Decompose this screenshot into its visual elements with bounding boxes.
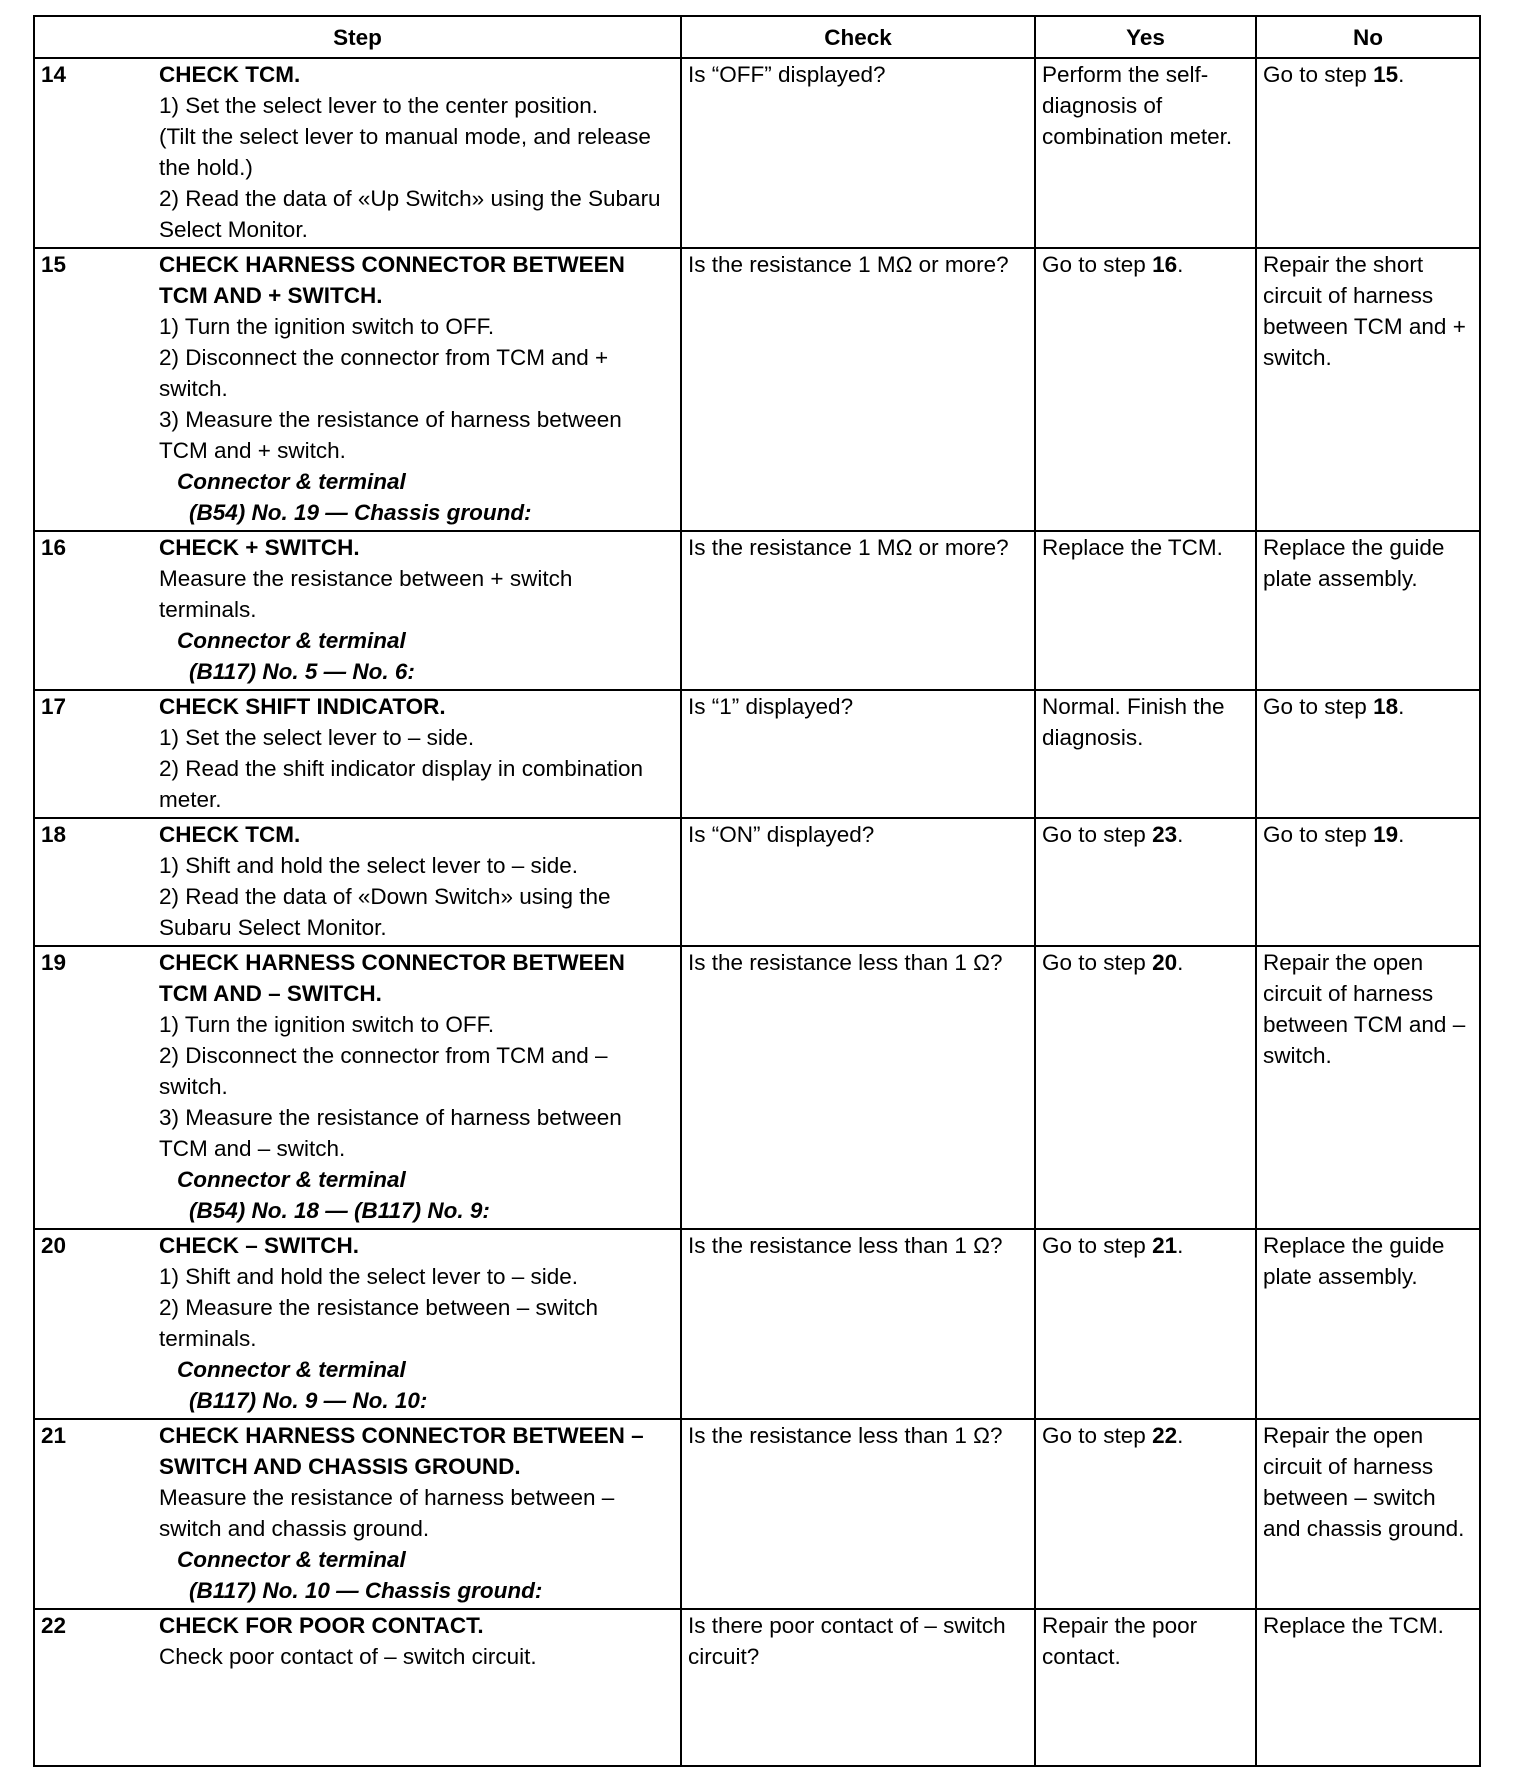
yes-cell bbox=[1035, 1419, 1256, 1609]
step-number: 22 bbox=[41, 1613, 67, 1638]
step-title: CHECK TCM. bbox=[159, 62, 301, 87]
no-suffix: . bbox=[1398, 822, 1405, 847]
yes-cell bbox=[1035, 690, 1256, 818]
step-instruction: 1) Shift and hold the select lever to – side. bbox=[159, 1264, 578, 1289]
table-row bbox=[34, 946, 1480, 1229]
no-step-number: 19 bbox=[1373, 822, 1399, 847]
header-check: Check bbox=[681, 16, 1035, 58]
yes-prefix: Go to step bbox=[1042, 1233, 1153, 1258]
yes-suffix: . bbox=[1177, 1233, 1184, 1258]
step-instruction: Measure the resistance between + switch terminals. bbox=[159, 566, 573, 622]
step-wrapper bbox=[41, 249, 676, 528]
step-wrapper bbox=[41, 1610, 676, 1672]
step-wrapper bbox=[41, 59, 676, 245]
step-body bbox=[159, 249, 676, 528]
yes-step-number: 16 bbox=[1152, 252, 1178, 277]
step-body bbox=[159, 691, 676, 815]
step-instruction: 2) Measure the resistance between – switch terminals. bbox=[159, 1295, 598, 1351]
table-row bbox=[34, 1419, 1480, 1609]
header-row bbox=[34, 16, 1480, 58]
table-row bbox=[34, 690, 1480, 818]
step-number: 20 bbox=[41, 1233, 67, 1258]
step-instruction: 2) Read the data of «Up Switch» using the Subaru Select Monitor. bbox=[159, 186, 661, 242]
no-prefix: Go to step bbox=[1263, 822, 1374, 847]
connector-terminal: (B117) No. 5 — No. 6: bbox=[189, 659, 415, 684]
step-body bbox=[159, 1230, 676, 1416]
step-cell bbox=[34, 1419, 681, 1609]
check-cell: Is the resistance less than 1 Ω? bbox=[681, 1419, 1035, 1609]
step-instruction: 3) Measure the resistance of harness between TCM and + switch. bbox=[159, 407, 622, 463]
step-wrapper bbox=[41, 819, 676, 943]
check-cell: Is the resistance 1 MΩ or more? bbox=[681, 248, 1035, 531]
yes-prefix: Go to step bbox=[1042, 1423, 1153, 1448]
connector-terminal: (B54) No. 18 — (B117) No. 9: bbox=[189, 1198, 490, 1223]
step-wrapper bbox=[41, 1420, 676, 1606]
no-cell bbox=[1256, 248, 1480, 531]
connector-label: Connector & terminal bbox=[177, 628, 406, 653]
step-title: CHECK HARNESS CONNECTOR BETWEEN TCM AND – SWITCH. bbox=[159, 950, 625, 1006]
yes-cell bbox=[1035, 248, 1256, 531]
yes-cell bbox=[1035, 946, 1256, 1229]
step-cell bbox=[34, 1609, 681, 1766]
check-cell: Is the resistance less than 1 Ω? bbox=[681, 1229, 1035, 1419]
yes-text: Perform the self-diagnosis of combination meter. bbox=[1042, 62, 1233, 149]
table-body bbox=[34, 58, 1480, 1766]
step-wrapper bbox=[41, 691, 676, 815]
step-instruction: 1) Set the select lever to – side. bbox=[159, 725, 475, 750]
yes-suffix: . bbox=[1177, 252, 1184, 277]
step-instruction: 3) Measure the resistance of harness between TCM and – switch. bbox=[159, 1105, 622, 1161]
step-instruction: Check poor contact of – switch circuit. bbox=[159, 1644, 537, 1669]
no-cell bbox=[1256, 690, 1480, 818]
step-body bbox=[159, 532, 676, 687]
no-cell bbox=[1256, 58, 1480, 248]
step-number: 16 bbox=[41, 535, 67, 560]
table-row bbox=[34, 1229, 1480, 1419]
yes-prefix: Go to step bbox=[1042, 252, 1153, 277]
check-cell: Is there poor contact of – switch circuit? bbox=[681, 1609, 1035, 1766]
step-cell bbox=[34, 1229, 681, 1419]
step-instruction: Measure the resistance of harness between – switch and chassis ground. bbox=[159, 1485, 615, 1541]
step-instruction: 2) Read the shift indicator display in combination meter. bbox=[159, 756, 644, 812]
header-no: No bbox=[1256, 16, 1480, 58]
step-number: 17 bbox=[41, 694, 67, 719]
yes-text: Repair the poor contact. bbox=[1042, 1613, 1198, 1669]
no-text: Repair the short circuit of harness between TCM and + switch. bbox=[1263, 252, 1466, 370]
step-body bbox=[159, 819, 676, 943]
step-title: CHECK HARNESS CONNECTOR BETWEEN TCM AND + SWITCH. bbox=[159, 252, 625, 308]
step-cell bbox=[34, 818, 681, 946]
yes-text: Normal. Finish the diagnosis. bbox=[1042, 694, 1225, 750]
step-body bbox=[159, 1420, 676, 1606]
no-cell bbox=[1256, 1609, 1480, 1766]
step-number: 14 bbox=[41, 62, 67, 87]
yes-cell bbox=[1035, 58, 1256, 248]
diagnostic-table bbox=[33, 15, 1481, 1767]
yes-step-number: 22 bbox=[1152, 1423, 1178, 1448]
step-cell bbox=[34, 531, 681, 690]
step-title: CHECK HARNESS CONNECTOR BETWEEN – SWITCH AND CHASSIS GROUND. bbox=[159, 1423, 644, 1479]
step-wrapper bbox=[41, 947, 676, 1226]
step-instruction: 1) Turn the ignition switch to OFF. bbox=[159, 1012, 495, 1037]
step-title: CHECK SHIFT INDICATOR. bbox=[159, 694, 446, 719]
no-step-number: 15 bbox=[1373, 62, 1399, 87]
step-instruction: 2) Disconnect the connector from TCM and – switch. bbox=[159, 1043, 608, 1099]
step-cell bbox=[34, 248, 681, 531]
yes-cell bbox=[1035, 1609, 1256, 1766]
table-row bbox=[34, 1609, 1480, 1766]
no-cell bbox=[1256, 1419, 1480, 1609]
check-cell: Is the resistance 1 MΩ or more? bbox=[681, 531, 1035, 690]
step-title: CHECK + SWITCH. bbox=[159, 535, 360, 560]
table-row bbox=[34, 248, 1480, 531]
yes-suffix: . bbox=[1177, 1423, 1184, 1448]
step-title: CHECK TCM. bbox=[159, 822, 301, 847]
yes-prefix: Go to step bbox=[1042, 822, 1153, 847]
step-number: 18 bbox=[41, 822, 67, 847]
step-body bbox=[159, 947, 676, 1226]
no-suffix: . bbox=[1398, 694, 1405, 719]
step-instruction: 1) Shift and hold the select lever to – side. bbox=[159, 853, 578, 878]
no-text: Repair the open circuit of harness between – switch and chassis ground. bbox=[1263, 1423, 1465, 1541]
step-title: CHECK – SWITCH. bbox=[159, 1233, 360, 1258]
no-text: Replace the guide plate assembly. bbox=[1263, 535, 1445, 591]
step-body bbox=[159, 59, 676, 245]
yes-step-number: 21 bbox=[1152, 1233, 1178, 1258]
yes-step-number: 23 bbox=[1152, 822, 1178, 847]
table-row bbox=[34, 818, 1480, 946]
header-yes: Yes bbox=[1035, 16, 1256, 58]
step-instruction: (Tilt the select lever to manual mode, and release the hold.) bbox=[159, 124, 651, 180]
step-instruction: 1) Turn the ignition switch to OFF. bbox=[159, 314, 495, 339]
check-cell: Is “OFF” displayed? bbox=[681, 58, 1035, 248]
step-body bbox=[159, 1610, 676, 1672]
no-cell bbox=[1256, 531, 1480, 690]
check-cell: Is “1” displayed? bbox=[681, 690, 1035, 818]
connector-terminal: (B117) No. 10 — Chassis ground: bbox=[189, 1578, 543, 1603]
header-step: Step bbox=[34, 16, 681, 58]
yes-suffix: . bbox=[1177, 950, 1184, 975]
yes-suffix: . bbox=[1177, 822, 1184, 847]
step-instruction: 2) Disconnect the connector from TCM and + switch. bbox=[159, 345, 609, 401]
connector-label: Connector & terminal bbox=[177, 469, 406, 494]
no-cell bbox=[1256, 946, 1480, 1229]
yes-cell bbox=[1035, 1229, 1256, 1419]
yes-cell bbox=[1035, 531, 1256, 690]
no-text: Replace the TCM. bbox=[1263, 1613, 1444, 1638]
check-cell: Is the resistance less than 1 Ω? bbox=[681, 946, 1035, 1229]
yes-text: Replace the TCM. bbox=[1042, 535, 1223, 560]
connector-label: Connector & terminal bbox=[177, 1167, 406, 1192]
connector-terminal: (B117) No. 9 — No. 10: bbox=[189, 1388, 428, 1413]
table-row bbox=[34, 531, 1480, 690]
yes-step-number: 20 bbox=[1152, 950, 1178, 975]
no-step-number: 18 bbox=[1373, 694, 1399, 719]
step-instruction: 2) Read the data of «Down Switch» using the Subaru Select Monitor. bbox=[159, 884, 611, 940]
no-prefix: Go to step bbox=[1263, 62, 1374, 87]
step-number: 19 bbox=[41, 950, 67, 975]
step-instruction: 1) Set the select lever to the center position. bbox=[159, 93, 598, 118]
step-cell bbox=[34, 690, 681, 818]
connector-label: Connector & terminal bbox=[177, 1547, 406, 1572]
step-number: 15 bbox=[41, 252, 67, 277]
step-number: 21 bbox=[41, 1423, 67, 1448]
step-cell bbox=[34, 58, 681, 248]
step-cell bbox=[34, 946, 681, 1229]
step-wrapper bbox=[41, 1230, 676, 1416]
no-cell bbox=[1256, 1229, 1480, 1419]
check-cell: Is “ON” displayed? bbox=[681, 818, 1035, 946]
no-text: Replace the guide plate assembly. bbox=[1263, 1233, 1445, 1289]
no-cell bbox=[1256, 818, 1480, 946]
yes-cell bbox=[1035, 818, 1256, 946]
step-title: CHECK FOR POOR CONTACT. bbox=[159, 1613, 484, 1638]
no-prefix: Go to step bbox=[1263, 694, 1374, 719]
no-suffix: . bbox=[1398, 62, 1405, 87]
connector-terminal: (B54) No. 19 — Chassis ground: bbox=[189, 500, 532, 525]
yes-prefix: Go to step bbox=[1042, 950, 1153, 975]
table-row bbox=[34, 58, 1480, 248]
no-text: Repair the open circuit of harness between TCM and – switch. bbox=[1263, 950, 1466, 1068]
connector-label: Connector & terminal bbox=[177, 1357, 406, 1382]
step-wrapper bbox=[41, 532, 676, 687]
